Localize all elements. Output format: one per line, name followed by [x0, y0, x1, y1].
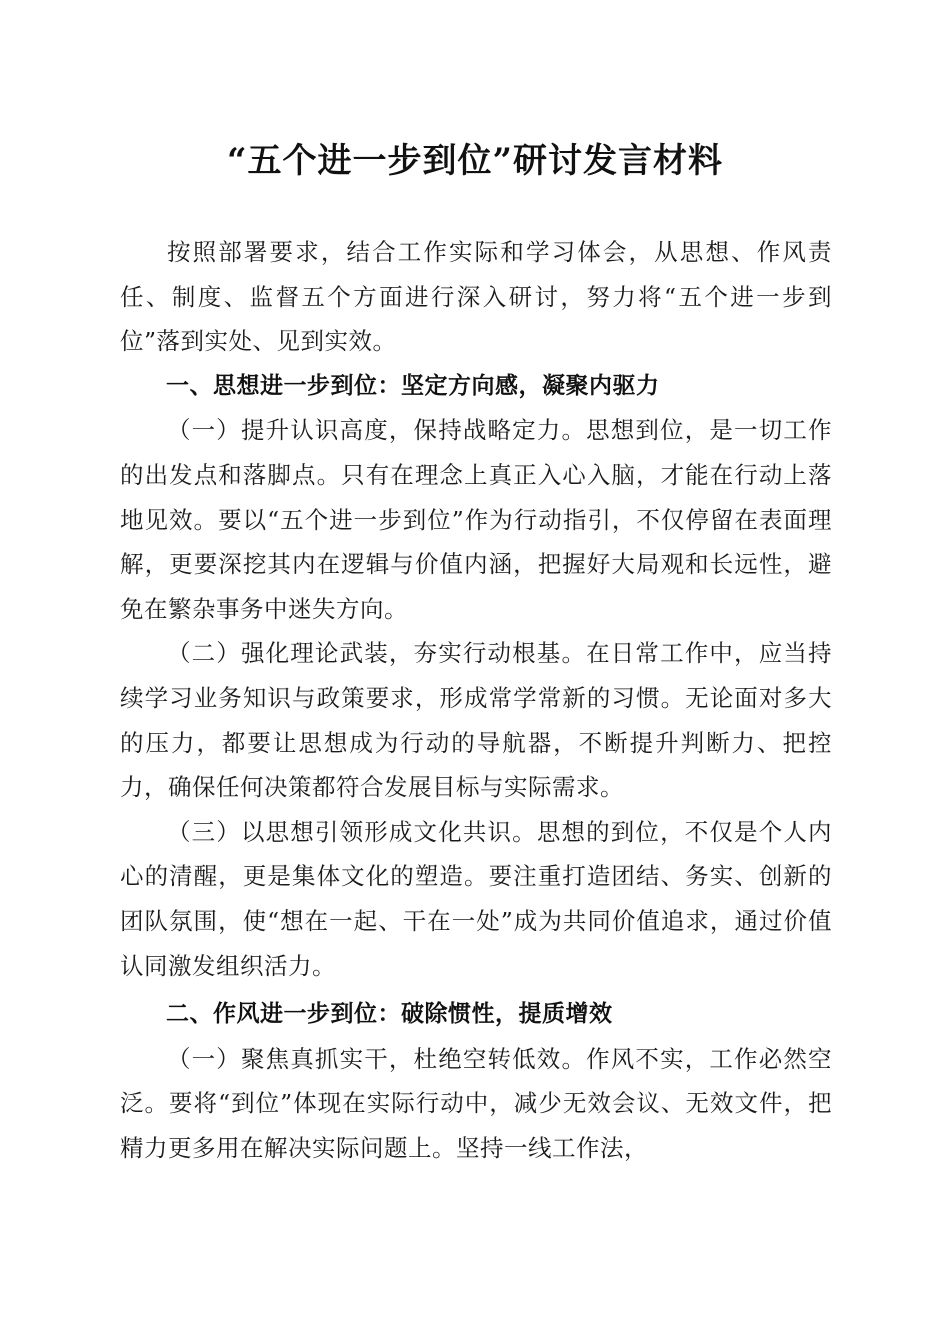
paragraph-text: 在日常工作中，应当持续学习业务知识与政策要求，形成常学常新的习惯。无论面对多大的压力，都要让思想成为行动的导航器，不断提升判断力、把控力，确保任何决策都符合发展目标与实际需求。	[120, 639, 833, 802]
paragraph-text: 思想的到位，不仅是个人内心的清醒，更是集体文化的塑造。要注重打造团结、务实、创新的团队氛围，使“想在一起、干在一处”成为共同价值追求，通过价值认同激发组织活力。	[120, 817, 833, 980]
paragraph-lead: （三）以思想引领形成文化共识。	[167, 817, 537, 846]
document-title: “五个进一步到位”研讨发言材料	[226, 141, 724, 181]
paragraph-lead: （一）聚焦真抓实干，杜绝空转低效。	[167, 1044, 587, 1073]
section-heading-1: 一、思想进一步到位：坚定方向感，凝聚内驱力	[166, 372, 660, 399]
document-body	[120, 230, 832, 1170]
section-1-paragraph-1	[120, 408, 832, 631]
section-1-paragraph-2	[120, 631, 832, 809]
intro-paragraph: 按照部署要求，结合工作实际和学习体会，从思想、作风责任、制度、监督五个方面进行深入研讨，努力将“五个进一步到位”落到实处、见到实效。	[120, 238, 832, 356]
paragraph-lead: （一）提升认识高度，保持战略定力。	[167, 416, 587, 445]
section-heading-2: 二、作风进一步到位：破除惯性，提质增效	[166, 1001, 613, 1028]
section-1-paragraph-3	[120, 810, 832, 988]
section-2-paragraph-1	[120, 1037, 832, 1171]
paragraph-text: 思想到位，是一切工作的出发点和落脚点。只有在理念上真正入心入脑，才能在行动上落地见效。要以“五个进一步到位”作为行动指引，不仅停留在表面理解，更要深挖其内在逻辑与价值内涵，把握好大局观和长远性，避免在繁杂事务中迷失方向。	[120, 416, 833, 623]
paragraph-lead: （二）强化理论武装，夯实行动根基。	[167, 639, 587, 668]
paragraph-text: 作风不实，工作必然空泛。要将“到位”体现在实际行动中，减少无效会议、无效文件，把精力更多用在解决实际问题上。坚持一线工作法，	[120, 1044, 833, 1162]
